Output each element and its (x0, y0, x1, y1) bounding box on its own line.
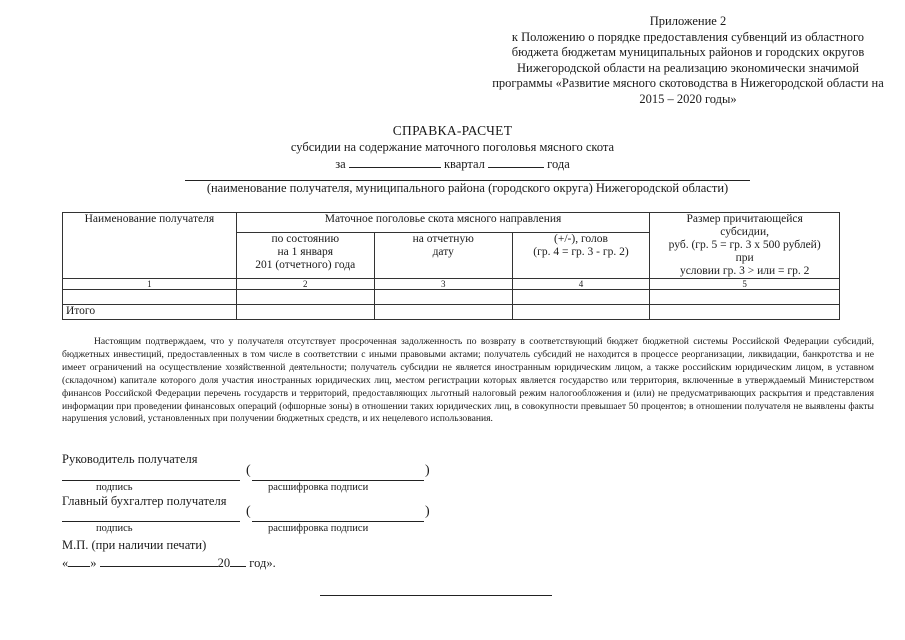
accountant-signature-line[interactable] (62, 521, 240, 522)
header-as-of-line: 201 (отчетного) года (255, 258, 356, 271)
confirmation-paragraph: Настоящим подтверждаем, что у получателя отсутствует просроченная задолженность по возврату в соответствующий бюджет бюджетной системы Российской Федерации субсидий, бюджетных инвестиций, предоставленных в том числе в соответствии с иными правовыми актами; получатель субсидий не находится в процессе реорганизации, ликвидации, банкротства и не имеет ограничений на осуществление хозяйственной деятельности; получатель субсидии не является иностранным юридическим лицом, а также российским юридическим лицом, в уставном (складочном) капитале которого доля участия иностранных юридических лиц, местом регистрации которых является государство или территория, включенные в утверждаемый Министерством финансов Российской Федерации перечень государств и территорий, предоставляющих льготный налоговый режим налогообложения и (или) не предусматривающих раскрытия и представления информации при проведении финансовых операций (офшорные зоны) в отношении таких юридических лиц, в совокупности превышает 50 процентов; в отношении получателя не выявлены факты нарушения условий, установленных при получении бюджетных средств, и их нецелевого использования. (62, 336, 874, 425)
date-open-quote: « (62, 556, 69, 570)
header-change-heads (512, 232, 650, 278)
table-cell[interactable] (63, 290, 237, 305)
header-recipient-name (63, 213, 237, 279)
table-cell[interactable] (236, 290, 374, 305)
accountant-signature-label: Главный бухгалтер получателя (62, 494, 227, 508)
signature-caption: подпись (96, 523, 133, 534)
header-as-of-line: на 1 января (277, 245, 334, 258)
accountant-decoding-line[interactable] (252, 521, 424, 522)
total-label: Итого (63, 305, 237, 320)
table-header-row (63, 213, 840, 233)
month-blank[interactable] (100, 554, 218, 567)
calculation-table (62, 212, 840, 320)
table-cell[interactable] (236, 305, 374, 320)
total-row (63, 305, 840, 320)
head-signature-line[interactable] (62, 480, 240, 481)
reporting-period (0, 155, 905, 172)
period-quarter-word: квартал (443, 157, 485, 171)
paren-open: ( (246, 463, 251, 478)
head-decoding-line[interactable] (252, 480, 424, 481)
appendix-note-line: Приложение 2 (649, 14, 727, 28)
signature-caption: подпись (96, 482, 133, 493)
paren-open: ( (246, 504, 251, 519)
header-reporting-date (374, 232, 512, 278)
table-cell[interactable] (374, 305, 512, 320)
appendix-note (478, 14, 898, 107)
header-as-of-line: по состоянию (271, 232, 340, 245)
head-signature-label: Руководитель получателя (62, 452, 198, 466)
header-subsidy-line: Размер причитающейся (686, 213, 803, 225)
date-suffix: год». (249, 556, 276, 570)
header-livestock-group-text: Маточное поголовье скота мясного направления (324, 213, 562, 225)
column-number: 1 (63, 279, 237, 290)
year-digits-blank[interactable] (230, 554, 246, 567)
stamp-label: М.П. (при наличии печати) (62, 538, 207, 552)
period-prefix: за (335, 157, 346, 171)
header-change-line: (гр. 4 = гр. 3 - гр. 2) (533, 245, 629, 258)
column-number: 2 (236, 279, 374, 290)
table-cell[interactable] (650, 290, 840, 305)
column-number: 3 (374, 279, 512, 290)
appendix-note-line: бюджета бюджетам муниципальных районов и городских округов (511, 45, 865, 59)
column-number: 4 (512, 279, 650, 290)
header-subsidy-line: условии гр. 3 > или = гр. 2 (679, 265, 810, 277)
paren-close: ) (425, 463, 430, 478)
date-line (62, 554, 276, 571)
header-subsidy-line: руб. (гр. 5 = гр. 3 х 500 рублей) (668, 239, 821, 251)
table-cell[interactable] (650, 305, 840, 320)
date-century: 20 (217, 556, 231, 570)
appendix-note-line: 2015 – 2020 годы» (639, 91, 737, 106)
period-year-word: года (547, 157, 570, 171)
table-cell[interactable] (512, 290, 650, 305)
header-as-of-january (236, 232, 374, 278)
header-recipient-name-text: Наименование получателя (84, 213, 215, 225)
document-subtitle: субсидии на содержание маточного поголовья мясного скота (290, 140, 615, 154)
column-number-row (63, 279, 840, 290)
appendix-note-line: программы «Развитие мясного скотоводства в Нижегородской области на (492, 76, 884, 90)
header-change-line: (+/-), голов (554, 232, 608, 245)
year-blank[interactable] (488, 155, 544, 168)
table-cell[interactable] (374, 290, 512, 305)
bottom-separator-line (320, 595, 552, 596)
decoding-caption: расшифровка подписи (268, 482, 369, 493)
header-reporting-date-line: на отчетную (412, 232, 474, 245)
document-title: СПРАВКА-РАСЧЕТ (392, 123, 513, 138)
header-subsidy-amount (650, 213, 840, 279)
header-subsidy-line: субсидии, (720, 226, 769, 238)
quarter-number-blank[interactable] (349, 155, 441, 168)
recipient-caption: (наименование получателя, муниципального района (городского округа) Нижегородской области) (206, 181, 729, 195)
paren-close: ) (425, 504, 430, 519)
header-livestock-group (236, 213, 650, 233)
day-blank[interactable] (68, 554, 90, 567)
decoding-caption: расшифровка подписи (268, 523, 369, 534)
table-row[interactable] (63, 290, 840, 305)
appendix-note-line: к Положению о порядке предоставления субвенций из областного (511, 29, 865, 44)
date-close-quote: » (90, 556, 97, 570)
header-subsidy-line: при (735, 252, 754, 264)
table-cell[interactable] (512, 305, 650, 320)
header-reporting-date-line: дату (432, 245, 454, 258)
column-number: 5 (650, 279, 840, 290)
appendix-note-line: Нижегородской области на реализацию экономически значимой (517, 60, 859, 75)
